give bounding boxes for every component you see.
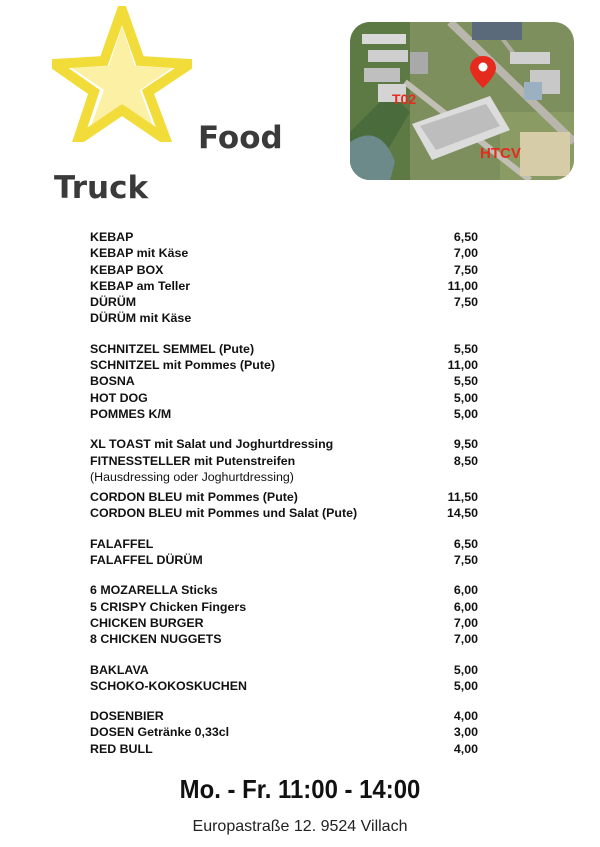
menu-row — [90, 582, 478, 598]
menu-row — [90, 341, 478, 357]
item-name: 6 MOZARELLA Sticks — [90, 583, 218, 598]
menu-group-schnitzel — [90, 341, 478, 422]
item-name: KEBAP am Teller — [90, 278, 191, 293]
menu-row — [90, 357, 478, 373]
item-price: 5,00 — [453, 678, 478, 693]
item-price: 7,50 — [453, 295, 478, 310]
menu-row — [90, 662, 478, 678]
item-name: RED BULL — [90, 741, 153, 756]
item-name: BAKLAVA — [90, 662, 149, 677]
menu-row — [90, 229, 478, 245]
item-price: 7,00 — [453, 246, 478, 261]
menu-row — [90, 489, 478, 505]
menu-row — [90, 278, 478, 294]
address: Europastraße 12. 9524 Villach — [192, 818, 408, 835]
item-price: 7,50 — [453, 262, 478, 277]
title-food: Food — [198, 120, 283, 156]
menu-group-falafel — [90, 536, 478, 569]
item-name: BOSNA — [90, 374, 135, 389]
map-label-t02: T02 — [392, 91, 417, 107]
item-price: 6,00 — [453, 583, 478, 598]
item-price: 7,50 — [453, 553, 478, 568]
star-icon — [52, 6, 192, 142]
item-name: SCHNITZEL SEMMEL (Pute) — [90, 341, 255, 356]
item-price: 4,00 — [453, 709, 478, 724]
item-price: 3,00 — [453, 725, 478, 740]
item-price: 5,00 — [453, 390, 478, 405]
item-name: KEBAP — [90, 230, 134, 244]
item-price: 8,50 — [453, 453, 478, 468]
item-note: (Hausdressing oder Joghurtdressing) — [90, 469, 294, 484]
menu-row — [90, 724, 478, 740]
item-name: HOT DOG — [90, 390, 148, 405]
menu-row — [90, 262, 478, 278]
menu-row — [90, 310, 478, 326]
item-name: FALAFFEL — [90, 536, 154, 551]
item-name: DOSENBIER — [90, 709, 164, 724]
menu-row — [90, 678, 478, 694]
item-name: POMMES K/M — [90, 406, 172, 421]
map-label-htcv: HTCV — [480, 145, 521, 162]
star-logo — [52, 6, 192, 142]
item-price: 5,00 — [453, 662, 478, 677]
item-price — [438, 310, 478, 326]
menu-row — [90, 536, 478, 552]
menu-group-drinks — [90, 708, 478, 757]
menu-row — [90, 741, 478, 757]
item-price: 5,50 — [453, 374, 478, 389]
item-name: XL TOAST mit Salat und Joghurtdressing — [90, 437, 334, 452]
item-price: 5,50 — [453, 341, 478, 356]
title-truck: Truck — [54, 170, 149, 206]
item-price: 11,00 — [447, 278, 478, 293]
item-price: 6,50 — [453, 230, 478, 244]
item-price: 9,50 — [453, 437, 478, 452]
menu-row — [90, 453, 478, 469]
item-name: FITNESSTELLER mit Putenstreifen — [90, 453, 296, 468]
item-price: 5,00 — [453, 406, 478, 421]
location-map — [350, 22, 574, 180]
item-price: 14,50 — [446, 506, 478, 521]
item-name: SCHOKO-KOKOSKUCHEN — [90, 678, 247, 693]
menu-row — [90, 552, 478, 568]
item-name: CORDON BLEU mit Pommes und Salat (Pute) — [90, 506, 358, 521]
menu-row — [90, 406, 478, 422]
item-price: 4,00 — [453, 741, 478, 756]
item-price: 6,00 — [453, 599, 478, 614]
menu-group-dessert — [90, 662, 478, 695]
item-name: CORDON BLEU mit Pommes (Pute) — [90, 490, 298, 505]
item-name: 5 CRISPY Chicken Fingers — [90, 599, 247, 614]
menu-group-kebap — [90, 229, 478, 327]
menu-row — [90, 436, 478, 452]
opening-hours: Mo. - Fr. 11:00 - 14:00 — [179, 774, 421, 804]
item-name: DÜRÜM mit Käse — [90, 311, 192, 326]
menu-row — [90, 245, 478, 261]
menu-row — [90, 294, 478, 310]
menu-row — [90, 390, 478, 406]
menu-row — [90, 615, 478, 631]
item-name: KEBAP mit Käse — [90, 246, 189, 261]
menu-list — [90, 229, 478, 771]
menu-row — [90, 599, 478, 615]
menu-group-toast — [90, 436, 478, 521]
menu-row — [90, 373, 478, 389]
item-price: 6,50 — [453, 536, 478, 551]
item-price: 11,00 — [447, 358, 478, 373]
menu-row — [90, 631, 478, 647]
menu-group-snacks — [90, 582, 478, 647]
item-price: 7,00 — [453, 615, 478, 630]
item-name: DÜRÜM — [90, 295, 137, 310]
menu-row — [90, 505, 478, 521]
item-price: 11,50 — [447, 490, 478, 505]
menu-row — [90, 708, 478, 724]
item-name: CHICKEN BURGER — [90, 615, 204, 630]
item-name: 8 CHICKEN NUGGETS — [90, 632, 222, 647]
item-name: SCHNITZEL mit Pommes (Pute) — [90, 358, 275, 373]
item-price: 7,00 — [453, 632, 478, 647]
item-name: DOSEN Getränke 0,33cl — [90, 725, 230, 740]
item-name: FALAFFEL DÜRÜM — [90, 553, 203, 568]
item-name: KEBAP BOX — [90, 262, 164, 277]
